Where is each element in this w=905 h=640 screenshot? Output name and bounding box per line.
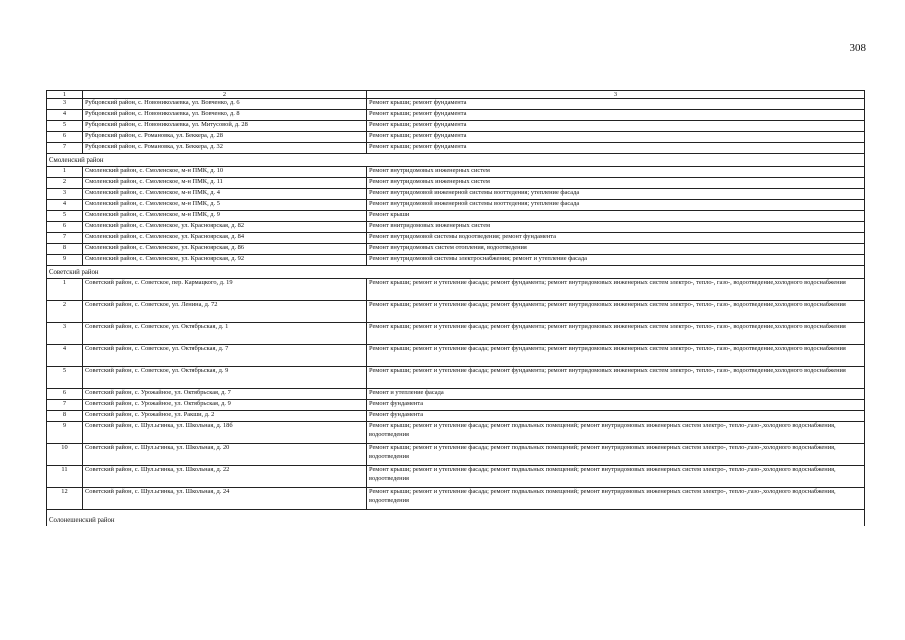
row-number: 3 — [47, 189, 83, 200]
table-row — [47, 178, 865, 189]
repair-schedule-table — [46, 90, 865, 526]
row-number: 10 — [47, 444, 83, 466]
row-address: Советский район, с. Советское, ул. Октябрьская, д. 7 — [83, 345, 367, 367]
row-work: Ремонт крыши; ремонт и утепление фасада; ремонт фундамента; ремонт внутридомовых инженерных систем электро-, тепло-, газо-, водоотведение,холодного водоснабжения — [367, 301, 865, 323]
section-row — [47, 154, 865, 167]
row-work: Ремонт крыши; ремонт и утепление фасада; ремонт подвальных помещений; ремонт внутридомовых инженерных систем электро-, тепло-,газо-,холодного водоснабжения, водоотведения — [367, 466, 865, 488]
row-work: Ремонт крыши; ремонт фундамента — [367, 99, 865, 110]
row-number: 6 — [47, 132, 83, 143]
row-work: Ремонт крыши; ремонт и утепление фасада; ремонт фундамента; ремонт внутридомовых инженерных систем электро-, тепло-, газо-, водоотведение,холодного водоснабжения — [367, 323, 865, 345]
header-cell-number: 1 — [47, 91, 83, 99]
row-address: Советский район, с. Урожайное, ул. Октябрьская, д. 7 — [83, 389, 367, 400]
row-address: Смоленский район, с. Смоленское, м-н ПМК, д. 4 — [83, 189, 367, 200]
table-row — [47, 422, 865, 444]
row-number: 9 — [47, 255, 83, 266]
table-row — [47, 255, 865, 266]
table-row — [47, 99, 865, 110]
row-work: Ремонт фундамента — [367, 400, 865, 411]
table-row — [47, 389, 865, 400]
row-address: Советский район, с. Урожайное, ул. Октябрьская, д. 9 — [83, 400, 367, 411]
row-address: Советский район, с. Шул.ьгинка, ул. Школьная, д. 18б — [83, 422, 367, 444]
section-title: Солонешенский район — [49, 517, 115, 525]
row-address: Смоленский район, с. Смоленское, м-н ПМК, д. 9 — [83, 211, 367, 222]
table-row — [47, 466, 865, 488]
row-work: Ремонт крыши; ремонт и утепление фасада; ремонт фундамента; ремонт внутридомовых инженерных систем электро-, тепло-, газо-, водоотведение,холодного водоснабжения — [367, 345, 865, 367]
row-address: Рубцовский район, с. Новониколаевка, ул. Вовченко, д. 8 — [83, 110, 367, 121]
row-work: Ремонт крыши; ремонт фундамента — [367, 132, 865, 143]
row-work: Ремонт крыши — [367, 211, 865, 222]
section-title: Советский район — [49, 269, 99, 277]
header-row — [47, 91, 865, 99]
row-work: Ремонт внутридомовых инженерных систем — [367, 167, 865, 178]
row-number: 7 — [47, 143, 83, 154]
row-address: Советский район, с. Шул.ьгинка, ул. Школьная, д. 24 — [83, 488, 367, 510]
row-address: Рубцовский район, с. Новониколаевка, ул. Вовченко, д. 6 — [83, 99, 367, 110]
row-address: Советский район, с. Урожайное, ул. Ракши, д. 2 — [83, 411, 367, 422]
table-row — [47, 411, 865, 422]
row-work: Ремонт крыши; ремонт и утепление фасада; ремонт подвальных помещений; ремонт внутридомовых инженерных систем электро-, тепло-,газо-,холодного водоснабжения, водоотведения — [367, 422, 865, 444]
table-row — [47, 110, 865, 121]
row-address: Советский район, с. Шул.ьгинка, ул. Школьная, д. 22 — [83, 466, 367, 488]
row-number: 11 — [47, 466, 83, 488]
row-work: Ремонт внутридомовых систем отопления, водоотведения — [367, 244, 865, 255]
table-row — [47, 323, 865, 345]
table-row — [47, 345, 865, 367]
row-address: Смоленский район, с. Смоленское, ул. Красноярская, д. 92 — [83, 255, 367, 266]
row-number: 7 — [47, 400, 83, 411]
row-number: 12 — [47, 488, 83, 510]
row-number: 4 — [47, 345, 83, 367]
header-cell-work: 3 — [367, 91, 865, 99]
row-number: 3 — [47, 323, 83, 345]
row-work: Ремонт внутридомовой инженерной системы вооттедения; утепление фасада — [367, 189, 865, 200]
row-work: Ремонт крыши; ремонт фундамента — [367, 110, 865, 121]
row-number: 3 — [47, 99, 83, 110]
table-row — [47, 167, 865, 178]
row-address: Советский район, с. Советское, ул. Октябрьская, д. 9 — [83, 367, 367, 389]
row-number: 6 — [47, 389, 83, 400]
row-number: 2 — [47, 178, 83, 189]
table-row — [47, 233, 865, 244]
table-row — [47, 400, 865, 411]
row-address: Советский район, с. Советское, пер. Кармацкого, д. 19 — [83, 279, 367, 301]
row-number: 5 — [47, 121, 83, 132]
table-row — [47, 367, 865, 389]
table-row — [47, 211, 865, 222]
row-number: 5 — [47, 211, 83, 222]
table-body — [47, 91, 865, 527]
row-work: Ремонт крыши; ремонт фундамента — [367, 121, 865, 132]
section-title: Смоленский район — [49, 157, 104, 165]
table-row — [47, 444, 865, 466]
table-row — [47, 200, 865, 211]
table-row — [47, 132, 865, 143]
row-address: Советский район, с. Советское, ул. Октябрьская, д. 1 — [83, 323, 367, 345]
row-number: 8 — [47, 244, 83, 255]
section-row — [47, 266, 865, 279]
row-number: 6 — [47, 222, 83, 233]
row-address: Смоленский район, с. Смоленское, ул. Красноярская, д. 82 — [83, 222, 367, 233]
row-work: Ремонт крыши; ремонт и утепление фасада; ремонт фундамента; ремонт внутридомовых инженерных систем электро-, тепло-, газо-, водоотведение,холодного водоснабжения — [367, 279, 865, 301]
row-address: Рубцовский район, с. Романовка, ул. Беккера, д. 32 — [83, 143, 367, 154]
row-number: 7 — [47, 233, 83, 244]
header-cell-address: 2 — [83, 91, 367, 99]
row-work: Ремонт фундамента — [367, 411, 865, 422]
table-row — [47, 301, 865, 323]
row-address: Смоленский район, с. Смоленское, м-н ПМК, д. 5 — [83, 200, 367, 211]
table-row — [47, 121, 865, 132]
row-number: 4 — [47, 200, 83, 211]
table-row — [47, 279, 865, 301]
row-work: Ремонт крыши; ремонт и утепление фасада; ремонт подвальных помещений; ремонт внутридомовых инженерных систем электро-, тепло-,газо-,холодного водоснабжения, водоотведения — [367, 444, 865, 466]
row-address: Рубцовский район, с. Романовка, ул. Беккера, д. 28 — [83, 132, 367, 143]
row-number: 9 — [47, 422, 83, 444]
table-row — [47, 143, 865, 154]
row-work: Ремонт внутридомовой системы водоотведения; ремонт фундамента — [367, 233, 865, 244]
row-work: Ремонт крыши; ремонт фундамента — [367, 143, 865, 154]
row-number: 1 — [47, 167, 83, 178]
table-row — [47, 244, 865, 255]
row-number: 5 — [47, 367, 83, 389]
table-row — [47, 488, 865, 510]
table-row — [47, 189, 865, 200]
row-work: Ремонт внутридомовой системы электроснабжения; ремонт и утепление фасада — [367, 255, 865, 266]
row-address: Рубцовский район, с. Новониколаевка, ул. Митусовой, д. 28 — [83, 121, 367, 132]
row-address: Советский район, с. Советское, ул. Ленина, д. 72 — [83, 301, 367, 323]
row-work: Ремонт внутридомовых инженерных систем — [367, 178, 865, 189]
row-number: 1 — [47, 279, 83, 301]
table-row — [47, 222, 865, 233]
row-address: Советский район, с. Шул.ьгинка, ул. Школьная, д. 20 — [83, 444, 367, 466]
row-address: Смоленский район, с. Смоленское, м-н ПМК, д. 10 — [83, 167, 367, 178]
row-work: Ремонт крыши; ремонт и утепление фасада; ремонт подвальных помещений; ремонт внутридомовых инженерных систем электро-, тепло-,газо-,холодного водоснабжения, водоотведения — [367, 488, 865, 510]
row-work: Ремонт и утепление фасада — [367, 389, 865, 400]
page-number: 308 — [849, 42, 866, 54]
row-address: Смоленский район, с. Смоленское, м-н ПМК, д. 11 — [83, 178, 367, 189]
row-address: Смоленский район, с. Смоленское, ул. Красноярская, д. 86 — [83, 244, 367, 255]
row-address: Смоленский район, с. Смоленское, ул. Красноярская, д. 84 — [83, 233, 367, 244]
row-work: Ремонт внутридомовой инженерной системы вооттедения; утепление фасада — [367, 200, 865, 211]
row-number: 8 — [47, 411, 83, 422]
row-work: Ремонт внитридомовых инженерных систем — [367, 222, 865, 233]
row-work: Ремонт крыши; ремонт и утепление фасада; ремонт фундамента; ремонт внутридомовых инженерных систем электро-, тепло-, газо-, водоотведение,холодного водоснабжения — [367, 367, 865, 389]
row-number: 4 — [47, 110, 83, 121]
row-number: 2 — [47, 301, 83, 323]
section-row — [47, 510, 865, 527]
